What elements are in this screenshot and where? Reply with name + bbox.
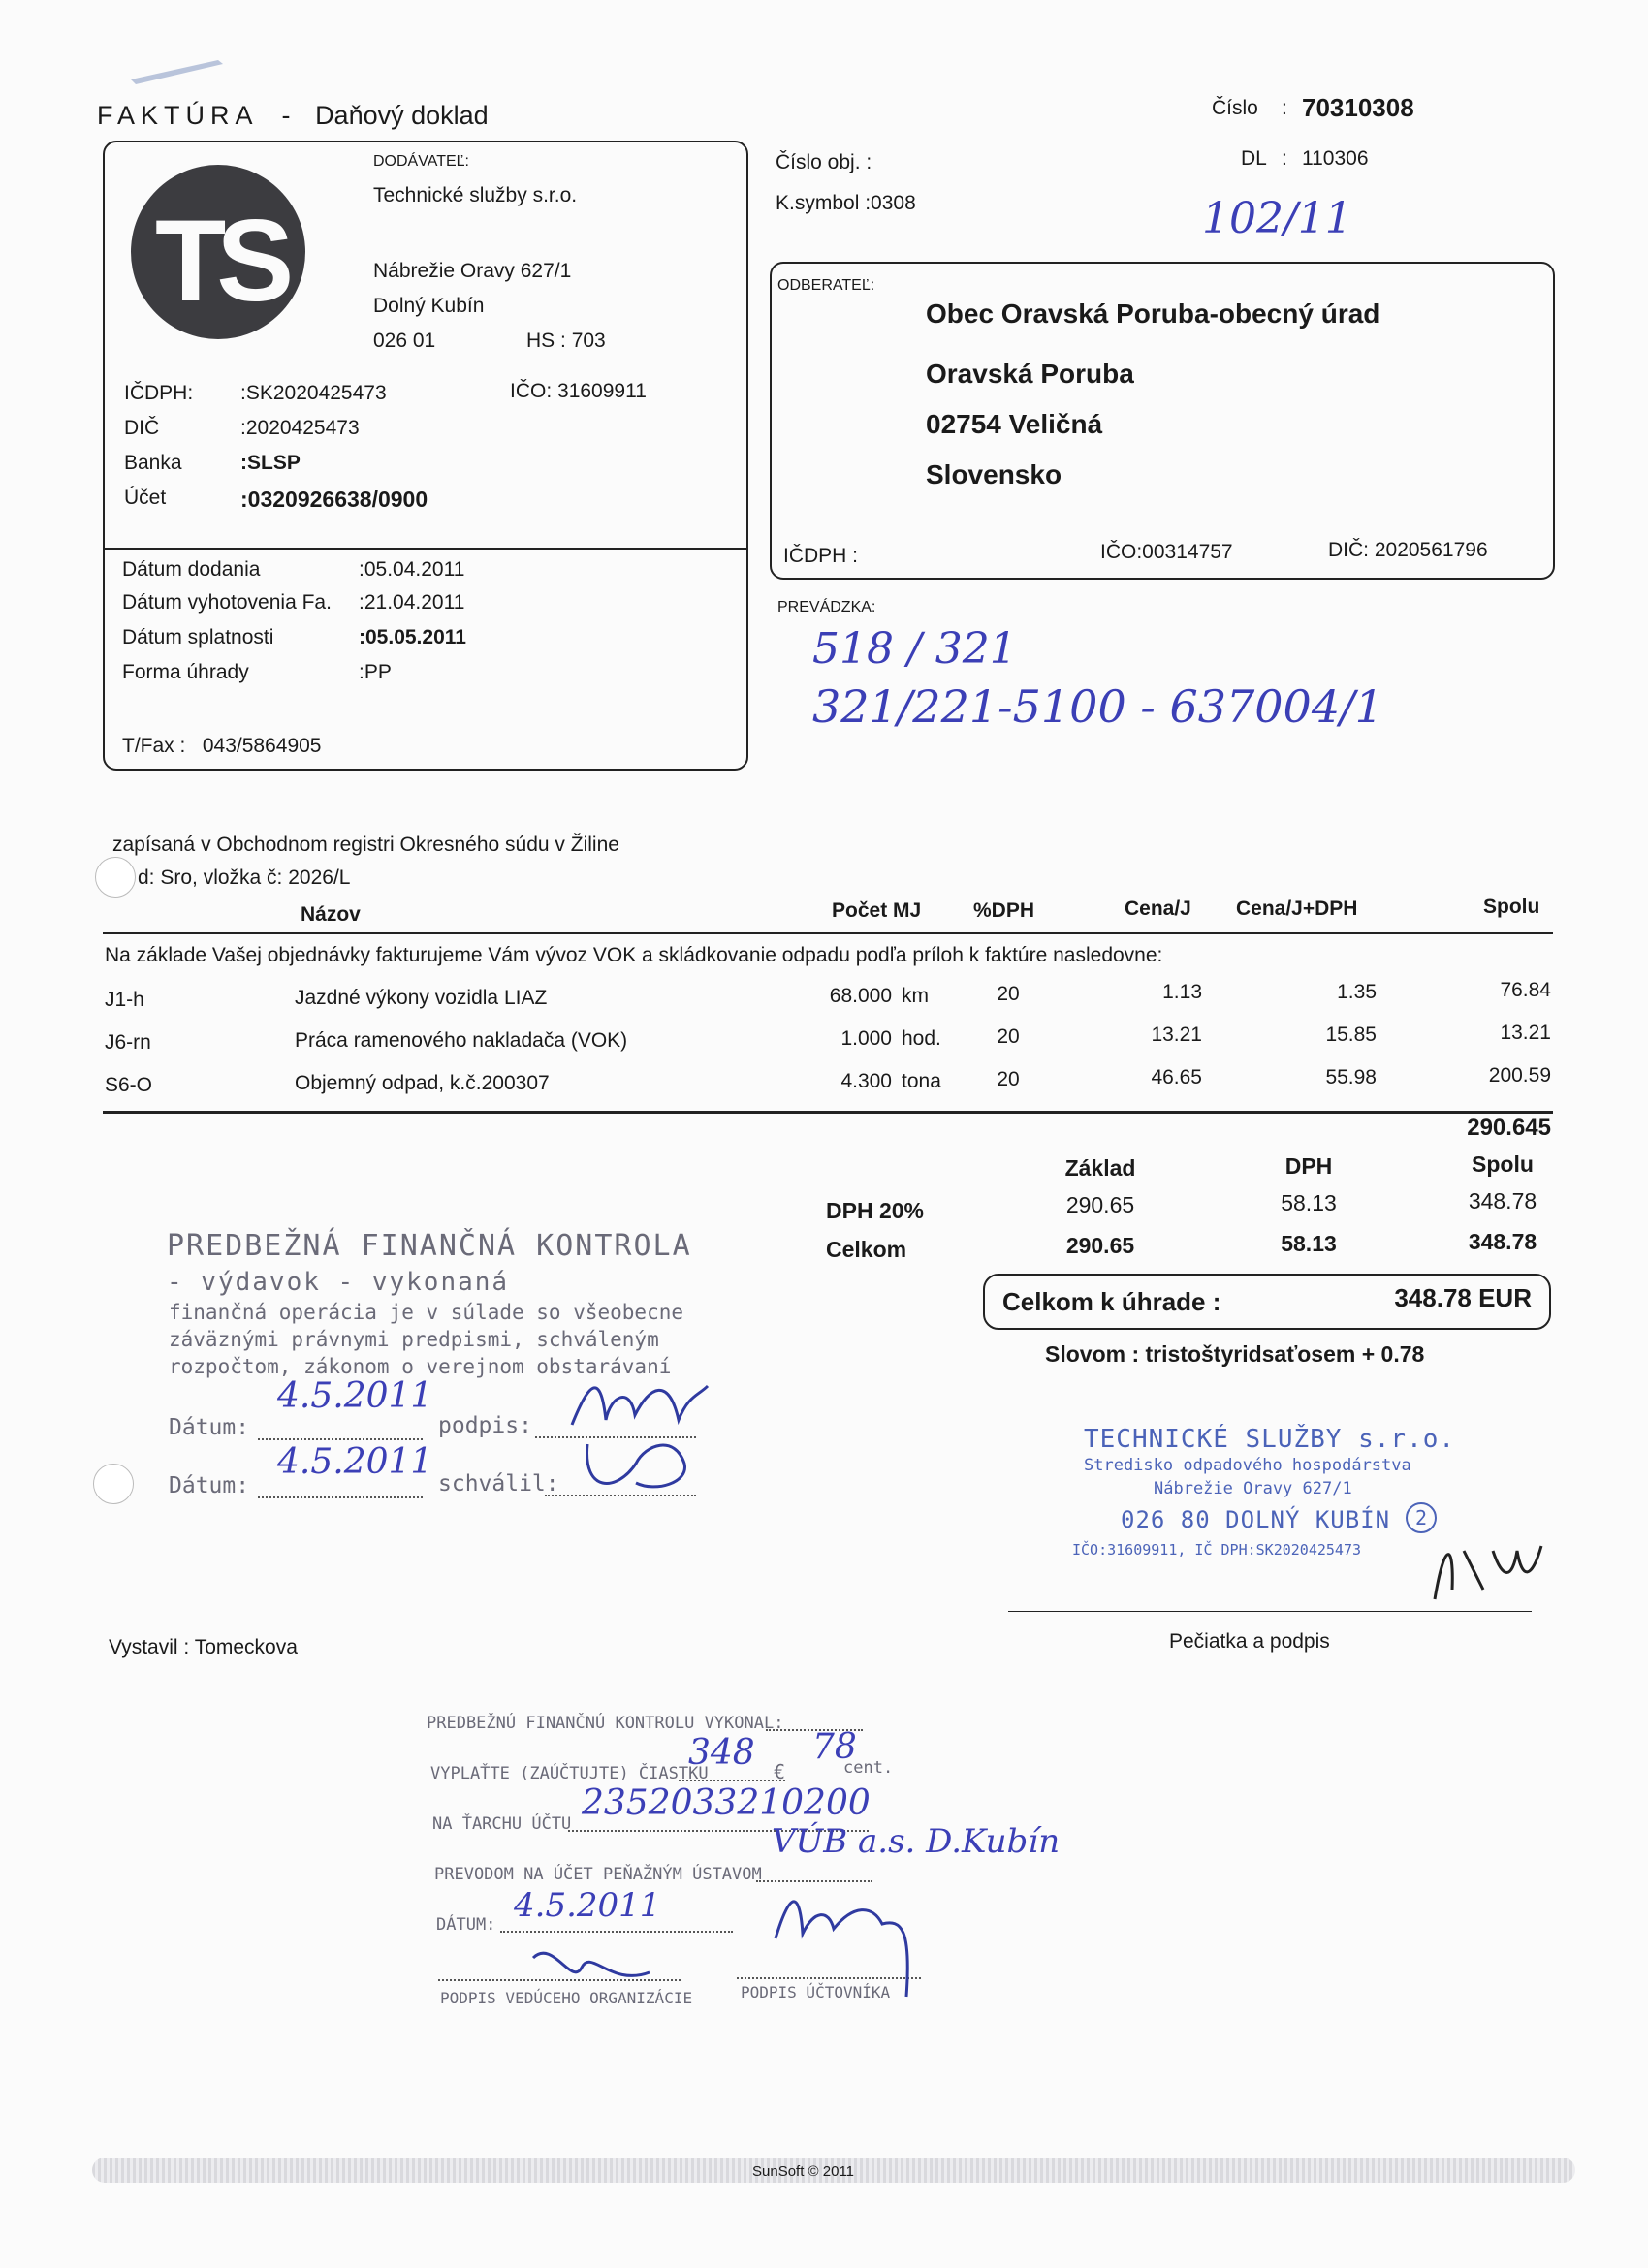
row-total: 200.59 (1488, 1064, 1551, 1087)
col-cena: Cena/J (1125, 898, 1191, 920)
payment-amount-handwritten: 348 (688, 1733, 755, 1773)
row-vat: 20 (997, 983, 1020, 1005)
row-price: 46.65 (1151, 1066, 1202, 1088)
forma-code: PP (364, 661, 392, 683)
registry-line2: d: Sro, vložka č: 2026/L (138, 866, 351, 889)
control-stamp-line3: rozpočtom, zákonom o verejnom obstarávaní (169, 1355, 672, 1378)
payment-cents-handwritten: 78 (812, 1727, 857, 1767)
company-stamp-line5: IČO:31609911, IČ DPH:SK2020425473 (1072, 1541, 1362, 1559)
celkom-dph: 58.13 (1281, 1231, 1337, 1256)
dl-value: 110306 (1302, 147, 1369, 170)
hs-value: 703 (571, 330, 606, 352)
row-vat: 20 (997, 1068, 1020, 1090)
control-stamp-line2: záväznými právnymi predpismi, schváleným (169, 1328, 659, 1351)
handwritten-prevadzka-2: 321/221-5100 - 637004/1 (812, 680, 1383, 733)
customer-name: Obec Oravská Poruba-obecný úrad (926, 299, 1380, 329)
customer-line1: Oravská Poruba (926, 359, 1134, 389)
celkom-label: Celkom (826, 1237, 907, 1262)
customer-ico (1100, 541, 1233, 564)
supplier-street: Nábrežie Oravy 627/1 (373, 260, 572, 282)
customer-icdph-label: IČDPH (783, 545, 847, 567)
handwritten-prevadzka-1: 518 / 321 (812, 624, 1017, 674)
payment-sig2-label: PODPIS ÚČTOVNÍKA (741, 1983, 891, 2001)
payment-bank-handwritten: VÚB a.s. D.Kubín (772, 1822, 1061, 1861)
punch-hole (93, 1464, 134, 1504)
customer-ico-value: 00314757 (1142, 541, 1233, 563)
dic-value: :2020425473 (240, 417, 360, 439)
hs-label: HS (526, 330, 555, 352)
tfax-label: T/Fax (122, 735, 174, 757)
summary-zaklad-header: Základ (1064, 1155, 1136, 1181)
company-stamp-line1: TECHNICKÉ SLUŽBY s.r.o. (1084, 1425, 1456, 1454)
icdph-label: IČDPH: (124, 382, 194, 404)
ucet-value: :0320926638/0900 (240, 487, 428, 512)
company-stamp-number: 2 (1406, 1502, 1437, 1533)
payment-line5: DÁTUM: (436, 1915, 496, 1935)
customer-dic (1328, 539, 1488, 562)
splatnosti-date: 05.05.2011 (365, 626, 466, 648)
handwritten-ref: 102/11 (1202, 194, 1352, 243)
title-danovy-doklad: Daňový doklad (315, 101, 489, 130)
control-datum1-label: Dátum: (169, 1415, 250, 1440)
document-title (97, 101, 489, 131)
col-pocet: Počet MJ (832, 899, 922, 922)
table-bottom-line (103, 1111, 1553, 1114)
customer-dic-label: DIČ: (1328, 539, 1369, 561)
dl-colon: : (1282, 147, 1287, 170)
row-price: 1.13 (1162, 981, 1202, 1003)
row-price-vat: 1.35 (1337, 981, 1377, 1003)
software-credit: SunSoft © 2011 (752, 2163, 855, 2180)
row-unit: km (902, 985, 929, 1007)
ts-logo-text: TS (155, 196, 285, 326)
row-vat: 20 (997, 1025, 1020, 1048)
ico-label: IČO: (510, 380, 553, 402)
customer-icdph: IČDPH : (783, 545, 859, 567)
signature-line (1008, 1611, 1532, 1612)
payment-line2: VYPLAŤTE (ZAÚČTUJTE) ČIASTKU (430, 1764, 709, 1783)
vystavil: Vystavil : Tomeckova (109, 1636, 298, 1658)
forma-label: Forma úhrady (122, 661, 249, 683)
supplier-ico (510, 380, 647, 403)
control-stamp-line1: finančná operácia je v súlade so všeobecne (169, 1301, 684, 1324)
forma-value: :PP (359, 661, 392, 683)
row-qty: 68.000 (829, 985, 892, 1007)
row-name: Práca ramenového nakladača (VOK) (295, 1029, 628, 1052)
customer-dic-value: 2020561796 (1374, 539, 1488, 561)
total-due-value: 348.78 EUR (1394, 1283, 1532, 1312)
payment-line2-dots (679, 1780, 785, 1781)
row-total: 13.21 (1500, 1022, 1551, 1044)
customer-line2: 02754 Veličná (926, 409, 1103, 439)
payment-cent-label: cent. (843, 1758, 894, 1778)
row-code: J1-h (105, 989, 144, 1011)
dodania-label: Dátum dodania (122, 558, 261, 581)
celkom-zaklad: 290.65 (1065, 1233, 1135, 1258)
customer-line3: Slovensko (926, 459, 1062, 489)
control-podpis-label: podpis: (438, 1413, 532, 1438)
dodania-date: 05.04.2011 (364, 558, 465, 581)
row-unit: hod. (902, 1027, 941, 1050)
ucet-number: 0320926638/0900 (247, 487, 428, 512)
payment-sig1-label: PODPIS VEDÚCEHO ORGANIZÁCIE (440, 1989, 693, 2007)
control-datum2-line (258, 1496, 423, 1498)
payment-date-handwritten: 4.5.2011 (514, 1886, 661, 1925)
control-date1-handwritten: 4.5.2011 (277, 1376, 433, 1416)
ucet-label: Účet (124, 487, 167, 509)
control-datum2-label: Dátum: (169, 1473, 250, 1498)
row-price-vat: 55.98 (1325, 1066, 1377, 1088)
icdph-value: :SK2020425473 (240, 382, 387, 404)
cislo-value: 70310308 (1302, 93, 1414, 122)
amount-in-words: Slovom : tristoštyridsaťosem + 0.78 (1045, 1341, 1425, 1367)
title-separator: - (281, 101, 291, 130)
dl-label: DL (1241, 147, 1267, 170)
punch-hole (95, 857, 136, 898)
total-due-label: Celkom k úhrade : (1002, 1287, 1221, 1316)
dic-number: 2020425473 (245, 417, 360, 439)
supplier-zip: 026 01 (373, 330, 436, 352)
ksymbol-label: K.symbol :0308 (776, 192, 916, 214)
supplier-name: Technické služby s.r.o. (373, 184, 578, 206)
control-schvalil-label: schválil: (438, 1471, 559, 1496)
splatnosti-label: Dátum splatnosti (122, 626, 274, 648)
row-qty: 1.000 (840, 1027, 892, 1050)
dodania-value: :05.04.2011 (359, 558, 465, 581)
payment-signature2-icon (766, 1880, 931, 2006)
prevadzka-label: PREVÁDZKA: (777, 599, 876, 615)
payment-line3: NA ŤARCHU ÚČTU (432, 1814, 572, 1834)
supplier-hs: HS : 703 (526, 330, 606, 352)
company-stamp-line4: 026 80 DOLNÝ KUBÍN (1121, 1506, 1391, 1533)
supplier-divider (105, 548, 746, 550)
supplier-city: Dolný Kubín (373, 295, 485, 317)
banka-label: Banka (124, 452, 182, 474)
col-dph: %DPH (973, 899, 1035, 922)
row-code: J6-rn (105, 1031, 151, 1054)
dph20-label: DPH 20% (826, 1198, 924, 1223)
control-signature2-icon (578, 1425, 704, 1502)
payment-signature1-icon (523, 1929, 659, 1997)
banka-name: SLSP (247, 452, 301, 474)
tfax-value: 043/5864905 (202, 735, 322, 757)
supplier-section-label: DODÁVATEĽ: (373, 153, 469, 170)
payment-line1: PREDBEŽNÚ FINANČNÚ KONTROLU VYKONAL: (427, 1714, 784, 1733)
customer-ico-label: IČO: (1100, 541, 1143, 563)
col-spolu: Spolu (1483, 896, 1540, 918)
row-price-vat: 15.85 (1325, 1024, 1377, 1046)
banka-value: :SLSP (240, 452, 301, 474)
pen-mark-icon (126, 50, 233, 89)
table-intro: Na základe Vašej objednávky fakturujeme Vám vývoz VOK a skládkovanie odpadu podľa príloh k faktúre nasledovne: (105, 944, 1163, 966)
dic-label: DIČ (124, 417, 160, 439)
control-stamp-subtitle: - výdavok - vykonaná (167, 1268, 510, 1297)
company-stamp-line3: Nábrežie Oravy 627/1 (1154, 1479, 1352, 1498)
summary-dph-header: DPH (1284, 1153, 1333, 1179)
row-name: Objemný odpad, k.č.200307 (295, 1072, 550, 1094)
cislo-colon: : (1282, 97, 1287, 119)
col-cena-dph: Cena/J+DPH (1236, 898, 1358, 920)
dph20-spolu: 348.78 (1468, 1188, 1537, 1213)
row-total: 76.84 (1500, 979, 1551, 1001)
vyhotovenia-value: :21.04.2011 (359, 591, 465, 614)
dph20-zaklad: 290.65 (1065, 1192, 1135, 1217)
ico-value: 31609911 (557, 380, 647, 402)
control-datum1-line (258, 1438, 423, 1440)
cislo-obj-label: Číslo obj. : (776, 151, 872, 173)
payment-euro-sign: € (774, 1760, 786, 1783)
col-nazov: Názov (301, 903, 361, 926)
customer-section-label: ODBERATEĽ: (777, 277, 875, 294)
title-faktura: FAKTÚRA (97, 101, 258, 130)
tfax: T/Fax : 043/5864905 (122, 735, 322, 757)
icdph-number: SK2020425473 (245, 382, 387, 404)
company-stamp-line2: Stredisko odpadového hospodárstva (1084, 1456, 1411, 1475)
payment-line4: PREVODOM NA ÚČET PEŇAŽNÝM ÚSTAVOM (434, 1865, 762, 1884)
table-subtotal: 290.645 (1467, 1115, 1551, 1141)
row-unit: tona (902, 1070, 941, 1092)
vyhotovenia-date: 21.04.2011 (364, 591, 465, 614)
payment-account-handwritten: 2352033210200 (582, 1783, 871, 1823)
table-header-line (103, 932, 1553, 934)
row-qty: 4.300 (840, 1070, 892, 1092)
celkom-spolu: 348.78 (1468, 1229, 1537, 1254)
control-stamp-title: PREDBEŽNÁ FINANČNÁ KONTROLA (167, 1229, 692, 1263)
row-name: Jazdné výkony vozidla LIAZ (295, 987, 548, 1009)
company-signature-icon (1425, 1531, 1551, 1619)
peciatka-label: Pečiatka a podpis (1169, 1630, 1330, 1653)
summary-spolu-header: Spolu (1472, 1151, 1534, 1177)
registry-line1: zapísaná v Obchodnom registri Okresného súdu v Žiline (112, 834, 619, 856)
row-code: S6-O (105, 1074, 153, 1096)
cislo-label: Číslo (1212, 97, 1258, 119)
vyhotovenia-label: Dátum vyhotovenia Fa. (122, 591, 332, 614)
dph20-dph: 58.13 (1281, 1190, 1337, 1215)
splatnosti-value: :05.05.2011 (359, 626, 466, 648)
row-price: 13.21 (1151, 1024, 1202, 1046)
control-date2-handwritten: 4.5.2011 (277, 1442, 433, 1482)
